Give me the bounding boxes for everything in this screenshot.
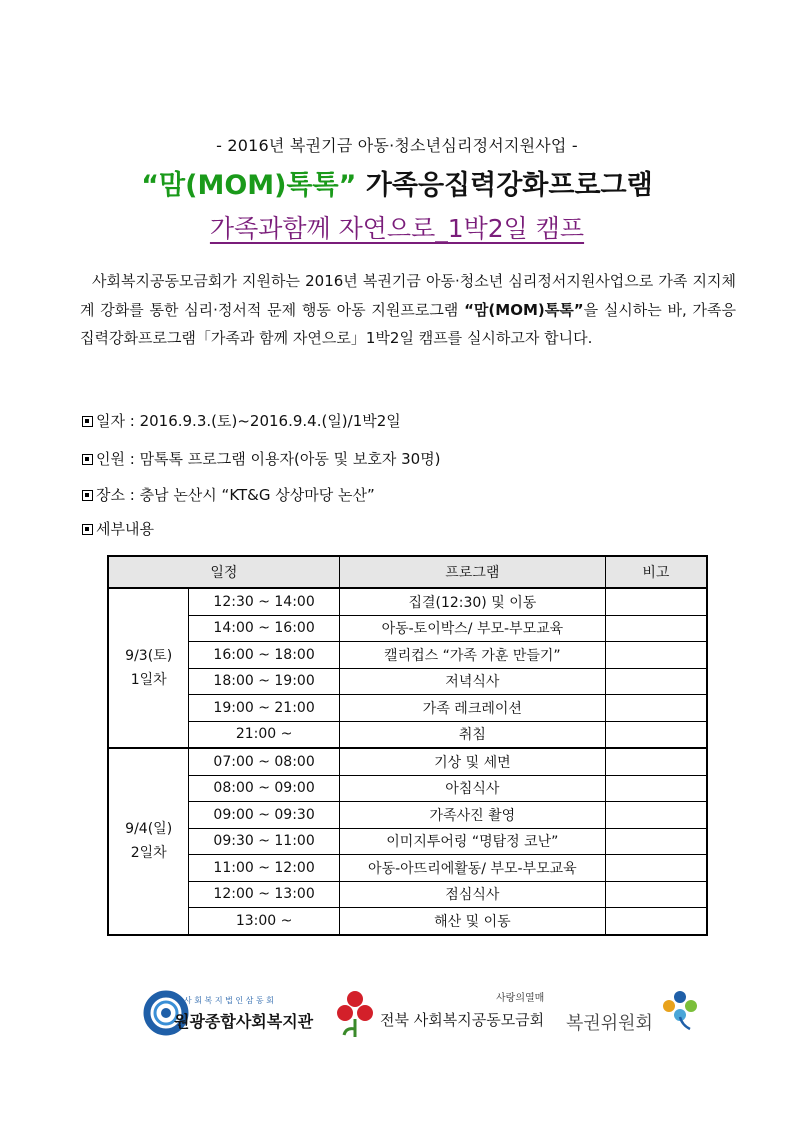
remarks-cell (605, 748, 707, 775)
day2-sub: 2일차 (130, 845, 167, 862)
table-row (108, 695, 707, 722)
square-bullet-icon (82, 524, 93, 535)
sponsor-logos (0, 985, 794, 1045)
camp-title-text: 가족과함께 자연으로_1박2일 캠프 (209, 214, 585, 243)
table-row (108, 775, 707, 802)
remarks-cell (605, 695, 707, 722)
main-title (0, 163, 794, 202)
time-cell: 07:00 ~ 08:00 (189, 748, 340, 775)
header-remarks: 비고 (605, 556, 707, 588)
program-cell: 아동-아뜨리에활동/ 부모-부모교육 (339, 855, 605, 882)
subtitle: - 2016년 복권기금 아동·청소년심리정서지원사업 - (216, 136, 578, 155)
remarks-cell (605, 802, 707, 829)
program-cell: 캘리컵스 “가족 가훈 만들기” (339, 642, 605, 669)
table-row (108, 748, 707, 775)
table-row (108, 881, 707, 908)
camp-title (0, 209, 794, 245)
remarks-cell (605, 588, 707, 615)
info-details-text: 세부내용 (96, 520, 154, 538)
info-date-text: 일자 : 2016.9.3.(토)~2016.9.4.(일)/1박2일 (96, 412, 401, 430)
time-cell: 09:00 ~ 09:30 (189, 802, 340, 829)
header-schedule: 일정 (108, 556, 339, 588)
program-cell: 기상 및 세면 (339, 748, 605, 775)
table-row (108, 615, 707, 642)
wonkwang-logo (140, 989, 330, 1041)
table-row (108, 588, 707, 615)
remarks-cell (605, 615, 707, 642)
program-cell: 점심식사 (339, 881, 605, 908)
info-place-text: 장소 : 충남 논산시 “KT&G 상상마당 논산” (96, 486, 375, 504)
program-cell: 아침식사 (339, 775, 605, 802)
program-cell: 저녁식사 (339, 668, 605, 695)
day1-label: 9/3(토) (125, 648, 173, 664)
program-cell: 아동-토이박스/ 부모-부모교육 (339, 615, 605, 642)
remarks-cell (605, 668, 707, 695)
remarks-cell (605, 775, 707, 802)
remarks-cell (605, 908, 707, 935)
schedule-table (107, 555, 708, 936)
day1-cell (108, 588, 189, 748)
square-bullet-icon (82, 490, 93, 501)
time-cell: 08:00 ~ 09:00 (189, 775, 340, 802)
info-place (82, 484, 375, 505)
time-cell: 21:00 ~ (189, 721, 340, 748)
day2-cell (108, 748, 189, 935)
time-cell: 18:00 ~ 19:00 (189, 668, 340, 695)
day1-sub: 1일차 (130, 672, 167, 688)
chest-subtext: 사랑의열매 (496, 993, 545, 1004)
info-details (82, 518, 154, 539)
program-cell: 가족 레크레이션 (339, 695, 605, 722)
square-bullet-icon (82, 416, 93, 427)
time-cell: 12:00 ~ 13:00 (189, 881, 340, 908)
info-date (82, 410, 401, 431)
clover-emblem-icon (658, 987, 702, 1031)
time-cell: 12:30 ~ 14:00 (189, 588, 340, 615)
time-cell: 19:00 ~ 21:00 (189, 695, 340, 722)
time-cell: 16:00 ~ 18:00 (189, 642, 340, 669)
intro-brand: “맘(MOM)톡톡” (464, 300, 584, 319)
wonkwang-name: 원광종합사회복지관 (174, 1012, 314, 1031)
square-bullet-icon (82, 454, 93, 465)
program-brand: “맘(MOM)톡톡” (141, 170, 357, 201)
program-cell: 가족사진 촬영 (339, 802, 605, 829)
community-chest-logo (336, 985, 551, 1041)
intro-paragraph (80, 267, 736, 353)
info-people-text: 인원 : 맘톡톡 프로그램 이용자(아동 및 보호자 30명) (96, 450, 441, 468)
table-header-row (108, 556, 707, 588)
time-cell: 13:00 ~ (189, 908, 340, 935)
program-cell: 취침 (339, 721, 605, 748)
remarks-cell (605, 855, 707, 882)
time-cell: 11:00 ~ 12:00 (189, 855, 340, 882)
table-row (108, 855, 707, 882)
remarks-cell (605, 828, 707, 855)
info-people (82, 448, 441, 469)
program-name: 가족응집력강화프로그램 (356, 170, 653, 201)
program-cell: 집결(12:30) 및 이동 (339, 588, 605, 615)
remarks-cell (605, 881, 707, 908)
table-row (108, 721, 707, 748)
program-cell: 해산 및 이동 (339, 908, 605, 935)
lottery-commission-logo (566, 987, 706, 1043)
table-row (108, 908, 707, 935)
program-cell: 이미지투어링 “명탐정 코난” (339, 828, 605, 855)
chest-name: 전북 사회복지공동모금회 (380, 1011, 545, 1029)
lottery-name: 복권위원회 (566, 1013, 653, 1034)
time-cell: 09:30 ~ 11:00 (189, 828, 340, 855)
table-row (108, 668, 707, 695)
table-row (108, 642, 707, 669)
table-row (108, 802, 707, 829)
remarks-cell (605, 642, 707, 669)
intro-text-2: 을 실시하는 바, 가족응집력강화프로그램「가족과 함께 자연으로」1박2일 캠프를 실시하고자 합니다. (80, 300, 737, 347)
table-row (108, 828, 707, 855)
time-cell: 14:00 ~ 16:00 (189, 615, 340, 642)
wonkwang-subtext: 사 회 복 지 법 인 삼 동 회 (184, 996, 274, 1005)
day2-label: 9/4(일) (125, 821, 173, 838)
red-berries-icon (336, 989, 374, 1039)
intro-text-1: 사회복지공동모금회가 지원하는 2016년 복권기금 아동·청소년 심리정서지원사업으로 가족 지지체계 강화를 통한 심리·정서적 문제 행동 아동 지원프로그램 (80, 272, 736, 319)
header-program: 프로그램 (339, 556, 605, 588)
remarks-cell (605, 721, 707, 748)
